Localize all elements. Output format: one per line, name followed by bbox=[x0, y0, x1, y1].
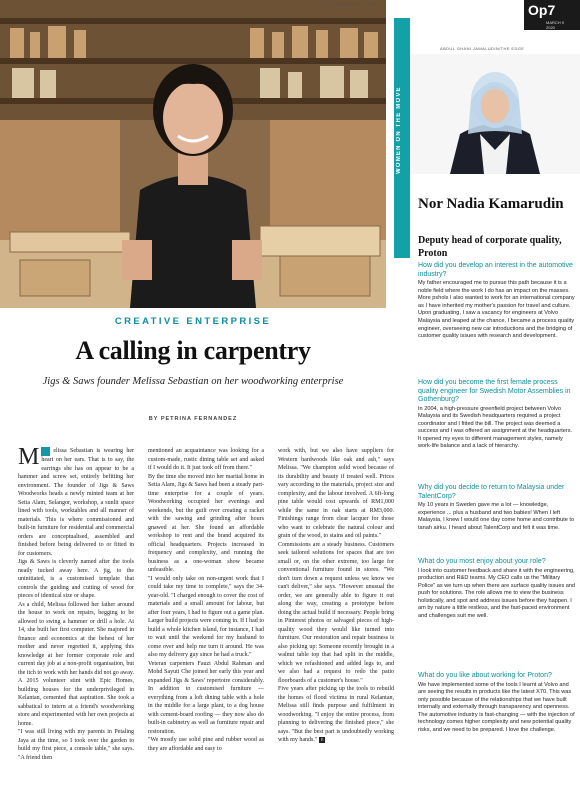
article-paragraph: As a child, Melissa followed her father around the house to work on repairs, begging to be allowed to swing a hammer or drill a hole. At 14, she built her first computer. She majored in finance and economics at the behest of her mother and never regretted it, applying this knowledge at her former corporate role and current day job at a non-profit organisation, but the itch to work with her hands did not go away. A 2015 volunteer stint with Epic Homes, building houses for the underprivileged in Kelantan, cemented that aspiration. She took a sabbatical to intern at a friend's woodworking store and experimented with her own projects at home. bbox=[18, 601, 134, 727]
qa-answer: We have implemented some of the tools I learnt at Volvo and are seeing the results in products like the latest X70. This was only possible because of the relationships that we have built internally and externally through transparency and openness. The automotive industry is fast-changing — with the injection of technology comes higher complexity and new potential quality risks, and we need to be prepared. I love the challenge. bbox=[418, 681, 575, 734]
article-paragraph: "I would only take on non-urgent work that I could take my time to complete," says the 34-year-old. "I charged enough to cover the cost of materials and a small amount for labour, but after four years, I had to figure out a game plan. Larger build projects were coming in. If I had to build a whole kitchen island, for instance, I had to wait until the weekend for my husband to come over and help me turn it around. He was also my delivery guy since he had a truck." bbox=[148, 575, 264, 658]
profile-name: Nor Nadia Kamarudin bbox=[418, 196, 564, 212]
drop-cap: M bbox=[18, 444, 40, 470]
article-paragraph: work with, but we also have suppliers for Western hardwoods like oak and ash," says Melissa. "We champion solid wood because of its durability and beauty if treated well. Prices vary according to the materials, project size and complexity, and the labour involved. A 6ft-long pine table would cost upwards of RM1,000 while the same in oak starts at RM3,000. Finishings range from clear lacquer for those who want to celebrate the natural colour and grain of the wood, to stains and oil paints." bbox=[278, 448, 394, 539]
main-photo bbox=[0, 0, 386, 308]
qa-question: What do you like about working for Proton? bbox=[418, 672, 552, 679]
qa-item bbox=[418, 484, 576, 532]
qa-question: How did you develop an interest in the automotive industry? bbox=[418, 262, 573, 278]
page-number: Op7 bbox=[528, 2, 556, 18]
section-kicker: CREATIVE ENTERPRISE bbox=[114, 316, 272, 327]
article-paragraph: mentioned an acquaintance was looking for a custom-made, rustic dining table set and asked if I would do it. It just took off from there." bbox=[148, 448, 264, 471]
portrait-illustration bbox=[410, 54, 580, 174]
qa-item bbox=[418, 672, 576, 735]
article-paragraph: By the time she moved into her marital home in Setia Alam, Jigs & Saws had been a steady part-time enterprise for a couple of years. Woodworking occupied her evenings and weekends, but the guilt over creating a racket with the sawing and grinding after hours gnawed at her. She found an affordable workshop to rent and the brand acquired its official headquarters. Projects increased in frequency and complexity, and running the business as a one-woman show became unfeasible. bbox=[148, 473, 264, 573]
qa-item bbox=[418, 558, 576, 621]
article-paragraph: "We mostly use solid pine and rubber wood as they are affordable and easy to bbox=[148, 737, 264, 752]
article-column-3 bbox=[278, 447, 394, 745]
profile-role: Deputy head of corporate quality, Proton bbox=[418, 235, 562, 259]
qa-item bbox=[418, 262, 576, 341]
article-paragraph: M elissa Sebastian is wearing her heart on her ears. That is to say, the earrings she has on appear to be a hammer and screw set, entirely befitting her environment. The founder of Jigs & Saws Woodworks heads a newly minted team at her Setia Alam, Selangor, workshop, a sunlit space lined with tools, worktables and all manner of materials. This is where commissioned and built-in furniture for residential and commercial orders are conceptualised, assembled and finished before being delivered to or fitted in for customers. bbox=[18, 444, 134, 557]
workshop-photo-illustration bbox=[0, 0, 386, 308]
qa-question: What do you most enjoy about your role? bbox=[418, 558, 546, 565]
paragraph-marker-icon bbox=[41, 447, 50, 456]
byline: BY PETRINA FERNANDEZ bbox=[148, 416, 238, 422]
qa-answer: In 2004, a high-pressure greenfield project between Volvo Malaysia and its Swedish headquarters required a project coordinator and I fitted the bill. The project was deemed a success and I was offered an assignment at the headquarters. It opened my eyes to different management styles, namely work-life balance and a lack of hierarchy. bbox=[418, 405, 573, 450]
end-mark-icon: E bbox=[321, 736, 324, 742]
deck: Jigs & Saws founder Melissa Sebastian on her woodworking enterprise bbox=[42, 376, 344, 387]
article-paragraph: Jigs & Saws is cleverly named after the tools neatly tucked away here. A jig, to the uninitiated, is a customised template that controls the guiding and cutting of wood for pieces of identical size or shape. bbox=[18, 559, 134, 599]
qa-question: Why did you decide to return to Malaysia under TalentCorp? bbox=[418, 484, 565, 500]
section-label: WOMEN ON THE MOVE bbox=[396, 86, 402, 174]
article-column-2 bbox=[148, 447, 264, 753]
portrait-credit: ABDUL GHANI JAMALUDIN/THE EDGE bbox=[440, 46, 525, 51]
issue-year: 2020 bbox=[546, 25, 555, 30]
article-paragraph: Five years after picking up the tools to rebuild the homes of flood victims in rural Kelantan, Melissa still finds purpose and fulfilment in woodworking. "I enjoy the entire process, from planning to delivering the finished piece," she says. "But the best part is undoubtedly working with my hands." E bbox=[278, 686, 394, 743]
article-paragraph: Veteran carpenters Fauzi Abdul Rahman and Mohd Sayuti Che joined her early this year and expanded Jigs & Saws' repertoire considerably. In addition to customised furniture — everything from a loft dining table with a hole in the middle for a large plant, to a dog house with cement-board roofing — they now also do built-in cabinetry as well as furniture repair and restoration. bbox=[148, 660, 264, 735]
article-paragraph: Commissions are a steady business. Customers seek tailored solutions for spaces that are too small or, on the other extreme, too large for conventional furniture found in stores. "We don't turn down a request unless we know we can't deliver," she says. "However unusual the order, we are generally able to figure it out along the way, creating a prototype before doing the actual build if necessary. People bring in Pinterest photos or salvaged pieces of high-quality wood they would like turned into furniture. Our restoration and repair business is also picking up: Someone recently brought in a walnut table top that had split in the middle, which we refashioned and added legs to, and we also had a request to redo the patio floorboards of a customer's house." bbox=[278, 541, 394, 684]
portrait-photo bbox=[410, 54, 580, 174]
headline: A calling in carpentry bbox=[75, 336, 311, 365]
qa-answer: My father encouraged me to pursue this path because it is a noble field where the work I do has an impact on the masses. More pshols I also wanted to work for an international company as I have inherited my mother's passion for travel and culture. Upon graduating, I saw a vacancy for engineers at Volvo Malaysia and leaped at the chance. I became a process quality engineer, overseeing new car introductions and the bridging of customer quality issues with research and development. bbox=[418, 280, 575, 340]
qa-answer: I look into customer feedback and share it with the engineering, production and R&D teams. My CEO calls us the "Military Police" as we turn up when there are surface quality issues and push for solutions. The role allows me to view the business holistically, and spot and address issues before they happen. I am by nature a little restless, and the fast-paced environment and challenges suit me well. bbox=[418, 567, 576, 620]
article-column-1 bbox=[18, 444, 134, 762]
photo-credit: ISAAC BASRAN/THE EDGE bbox=[320, 2, 380, 7]
issue-date: MARCH 9 bbox=[546, 20, 565, 25]
qa-question: How did you become the first female process quality engineer for Swedish Motor Assemblies in Gothenburg? bbox=[418, 379, 571, 403]
article-paragraph: "I was still living with my parents in Petaling Jaya at the time, so I took over the garden to build my first piece, a console table," she says. "A friend then bbox=[18, 729, 134, 761]
qa-item bbox=[418, 379, 576, 451]
qa-answer: My 10 years in Sweden gave me a lot — knowledge, experience ... plus a husband and two babies! When I left Malaysia, I knew I would one day come home and contribute to tanah airku. I heard about TalentCorp and felt it was time. bbox=[418, 502, 575, 531]
